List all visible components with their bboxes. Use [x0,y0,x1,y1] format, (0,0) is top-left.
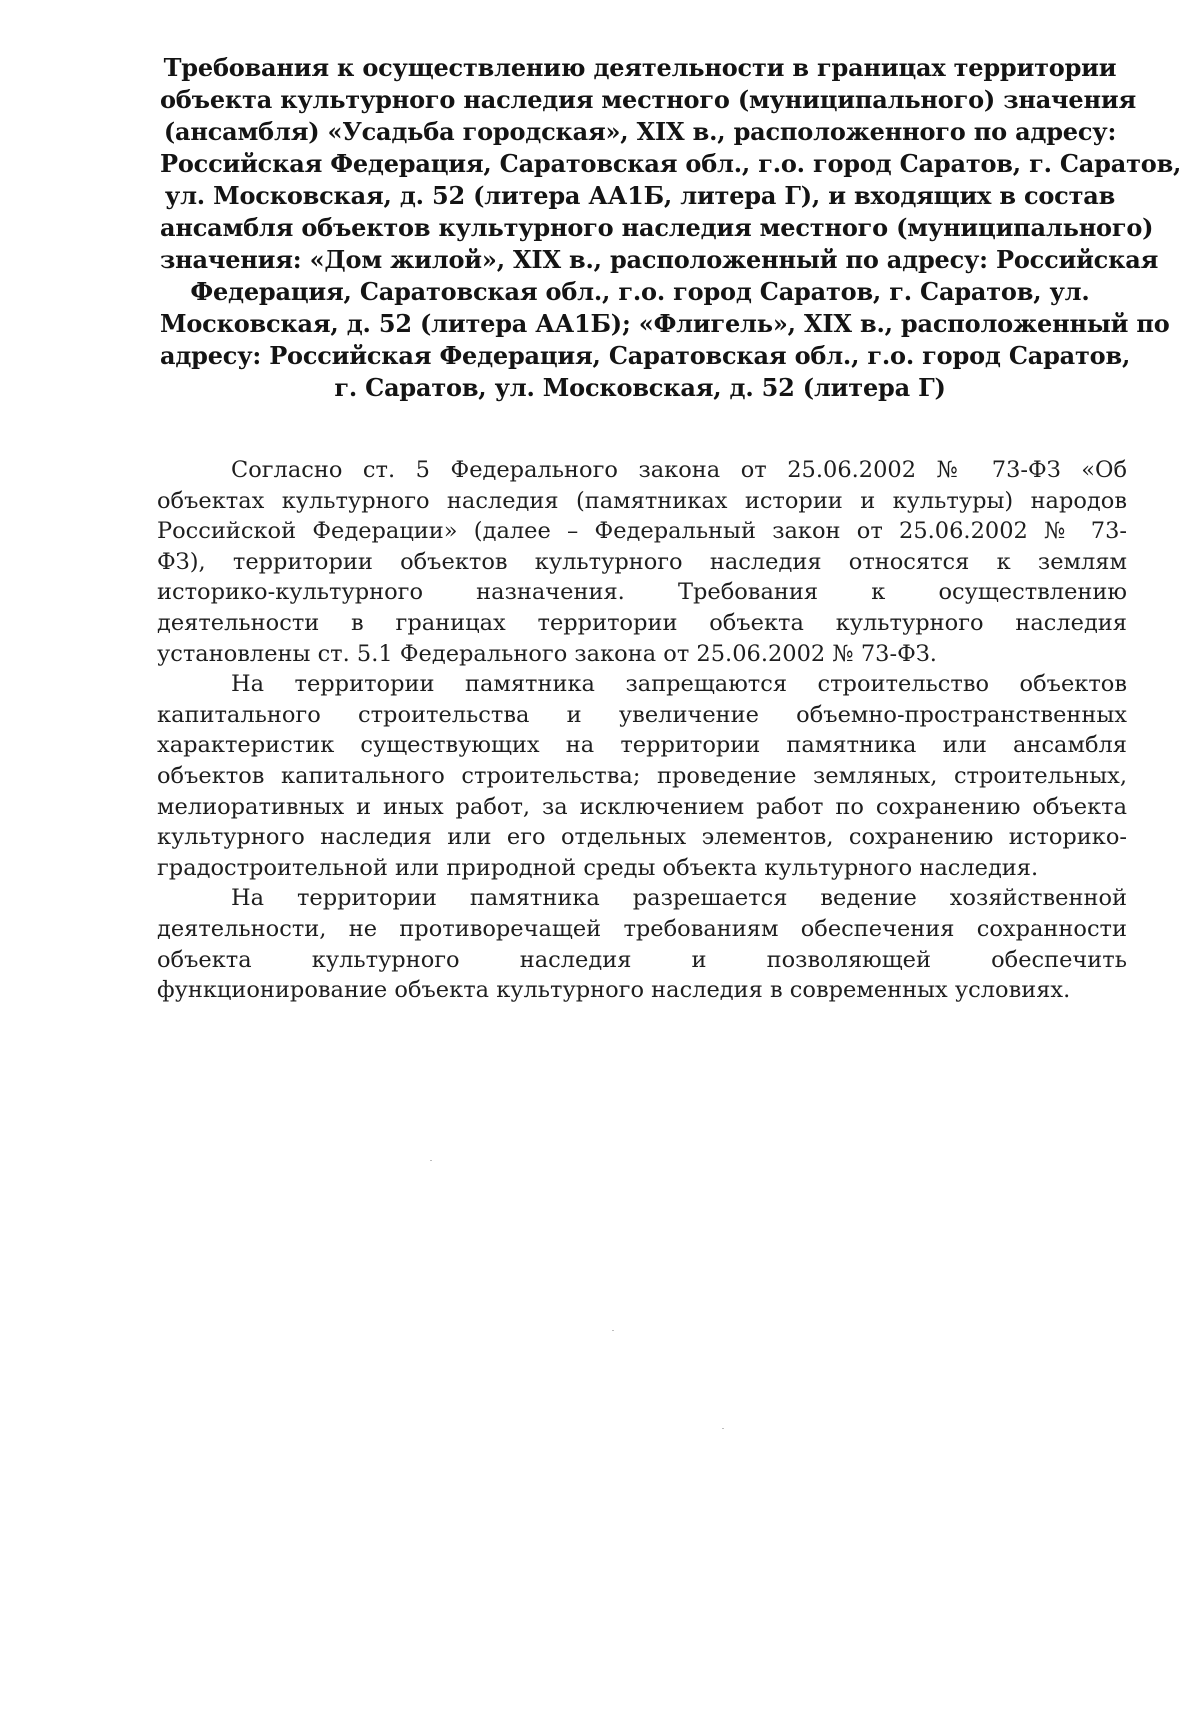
paragraph-line: культурного наследия или его отдельных элементов, сохранению историко- [157,824,1127,851]
paragraph-line: Согласно ст. 5 Федерального закона от 25.06.2002 № 73-ФЗ «Об [231,457,1127,483]
title-line: (ансамбля) «Усадьба городская», XIX в., расположенного по адресу: [163,117,1117,146]
paragraph-line: функционирование объекта культурного наследия в современных условиях. [157,977,1071,1004]
title-line: г. Саратов, ул. Московская, д. 52 (литера Г) [334,373,946,402]
body-paragraph-permissions [157,883,1127,1005]
paragraph-line: установлены ст. 5.1 Федерального закона от 25.06.2002 № 73-ФЗ. [157,640,937,667]
paragraph-line: мелиоративных и иных работ, за исключением работ по сохранению объекта [157,793,1127,820]
paragraph-line: деятельности, не противоречащей требованиям обеспечения сохранности [157,915,1127,942]
paragraph-line: объектах культурного наследия (памятниках истории и культуры) народов [157,487,1127,514]
body-paragraph-prohibitions [157,669,1127,883]
title-line: адресу: Российская Федерация, Саратовская обл., г.о. город Саратов, [160,341,1131,370]
title-line: Федерация, Саратовская обл., г.о. город Саратов, г. Саратов, ул. [190,277,1090,306]
title-line: Московская, д. 52 (литера АА1Б); «Флигель», XIX в., расположенный по [160,309,1170,338]
scan-speck [430,1160,432,1161]
scan-speck [612,1330,614,1331]
paragraph-line: историко-культурного назначения. Требования к осуществлению [157,579,1127,606]
paragraph-line: характеристик существующих на территории памятника или ансамбля [157,732,1127,759]
paragraph-line: На территории памятника разрешается ведение хозяйственной [231,885,1127,912]
paragraph-line: ФЗ), территории объектов культурного наследия относятся к землям [157,548,1127,575]
body-paragraph-law-reference [157,455,1127,669]
document-body [157,455,1127,1006]
title-line: Российская Федерация, Саратовская обл., г.о. город Саратов, г. Саратов, [160,149,1182,178]
title-line: ансамбля объектов культурного наследия местного (муниципального) [160,213,1154,242]
paragraph-line: объектов капитального строительства; проведение земляных, строительных, [157,762,1127,789]
paragraph-line: градостроительной или природной среды объекта культурного наследия. [157,854,1039,881]
paragraph-line: капитального строительства и увеличение объемно-пространственных [157,701,1127,728]
scan-speck [722,1428,724,1429]
title-line: значения: «Дом жилой», XIX в., расположенный по адресу: Российская [160,245,1159,274]
paragraph-line: На территории памятника запрещаются строительство объектов [231,671,1127,698]
title-line: ул. Московская, д. 52 (литера АА1Б, литера Г), и входящих в состав [164,181,1116,210]
paragraph-line: Российской Федерации» (далее – Федеральный закон от 25.06.2002 № 73- [157,518,1127,545]
document-title [160,52,1182,404]
paragraph-line: деятельности в границах территории объекта культурного наследия [157,609,1127,636]
title-line: Требования к осуществлению деятельности в границах территории [163,53,1117,82]
title-line: объекта культурного наследия местного (муниципального) значения [160,85,1136,114]
paragraph-line: объекта культурного наследия и позволяющей обеспечить [157,946,1127,973]
